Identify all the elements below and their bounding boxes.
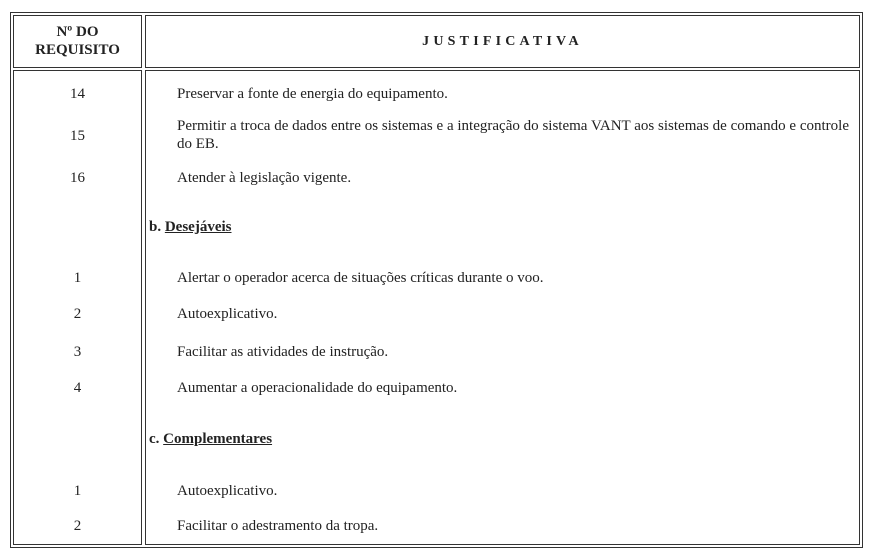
- row-justification: Facilitar o adestramento da tropa.: [177, 518, 379, 534]
- row-number: 2: [73, 306, 82, 322]
- row-number: 16: [70, 170, 85, 186]
- row-justification: Permitir a troca de dados entre os sistemas e a integração do sistema VANT aos sistemas de comando e controle do EB.: [177, 118, 849, 152]
- row-justification: Facilitar as atividades de instrução.: [177, 344, 389, 360]
- row-justification: Preservar a fonte de energia do equipamento.: [177, 86, 448, 102]
- row-number: 15: [70, 128, 85, 144]
- row-number: 4: [73, 380, 82, 396]
- row-number: 1: [73, 270, 82, 286]
- row-justification: Autoexplicativo.: [177, 306, 278, 322]
- header-num-line2: REQUISITO: [35, 42, 120, 58]
- header-num-line1: Nº DO: [56, 24, 99, 40]
- section-b-heading: [149, 218, 232, 236]
- section-b-title: Desejáveis: [164, 219, 232, 235]
- header-requirement-number: [13, 15, 142, 68]
- row-number: 1: [73, 483, 82, 499]
- section-b-prefix: b.: [149, 219, 162, 235]
- row-justification: Alertar o operador acerca de situações críticas durante o voo.: [177, 270, 544, 286]
- row-justification: Atender à legislação vigente.: [177, 170, 352, 186]
- row-justification: Aumentar a operacionalidade do equipamento.: [177, 380, 458, 396]
- row-justification: Autoexplicativo.: [177, 483, 278, 499]
- row-number: 2: [73, 518, 82, 534]
- section-c-title: Complementares: [163, 431, 273, 447]
- section-c-prefix: c.: [149, 431, 160, 447]
- row-number: 3: [73, 344, 82, 360]
- section-c-heading: [149, 430, 272, 448]
- header-justificativa: JUSTIFICATIVA: [145, 15, 860, 68]
- row-number: 14: [70, 86, 85, 102]
